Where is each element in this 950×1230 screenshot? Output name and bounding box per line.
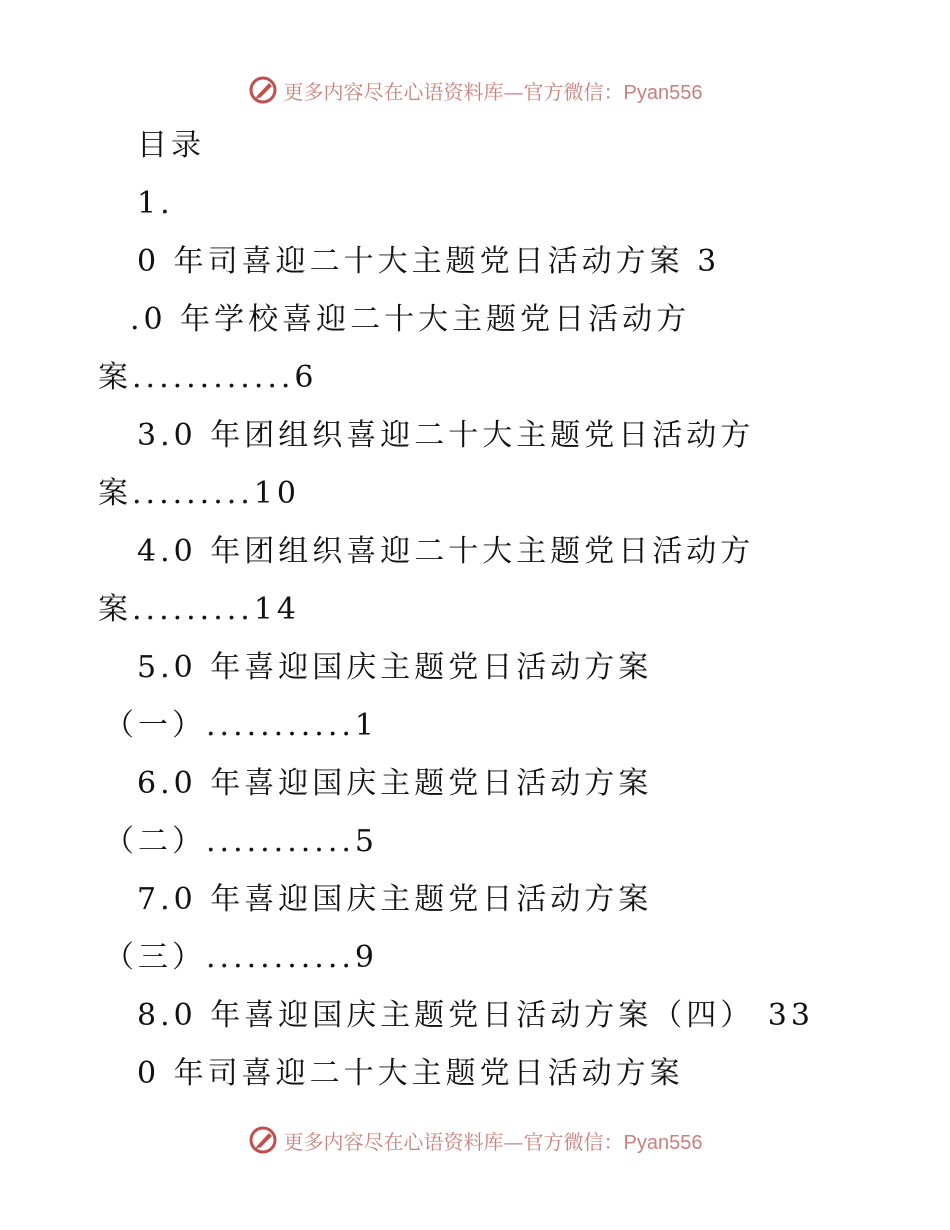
toc-line: （二）...........5 <box>104 824 378 859</box>
toc-line: 案.........10 <box>98 476 300 511</box>
toc-line: 8.0 年喜迎国庆主题党日活动方案（四） 33 <box>137 998 814 1033</box>
pen-logo-icon <box>248 75 278 105</box>
toc-line: 0 年司喜迎二十大主题党日活动方案 3 <box>137 244 721 279</box>
toc-line: 案.........14 <box>98 592 300 627</box>
footer-wechat-id: Pyan556 <box>623 1131 703 1154</box>
footer-banner-text: 更多内容尽在心语资料库—官方微信：Pyan556 <box>283 1129 703 1154</box>
pen-logo-icon <box>248 1125 278 1155</box>
toc-line: .0 年学校喜迎二十大主题党日活动方 <box>130 302 691 337</box>
toc-line: 5.0 年喜迎国庆主题党日活动方案 <box>137 650 653 685</box>
toc-line: 7.0 年喜迎国庆主题党日活动方案 <box>137 882 653 917</box>
toc-line: （三）...........9 <box>104 940 378 975</box>
toc-line: 6.0 年喜迎国庆主题党日活动方案 <box>137 766 653 801</box>
toc-line: 3.0 年团组织喜迎二十大主题党日活动方 <box>137 418 755 453</box>
toc-line: （一）...........1 <box>104 708 378 743</box>
toc-line: 案............6 <box>98 360 318 395</box>
toc-line: 4.0 年团组织喜迎二十大主题党日活动方 <box>137 534 755 569</box>
footer-banner <box>0 1120 950 1160</box>
toc-title: 目录 <box>137 128 205 163</box>
header-banner <box>0 70 950 110</box>
header-banner-text: 更多内容尽在心语资料库—官方微信：Pyan556 <box>283 79 703 104</box>
header-wechat-id: Pyan556 <box>623 81 703 104</box>
toc-line: 0 年司喜迎二十大主题党日活动方案 <box>137 1056 684 1091</box>
toc-line: 1. <box>137 186 174 221</box>
